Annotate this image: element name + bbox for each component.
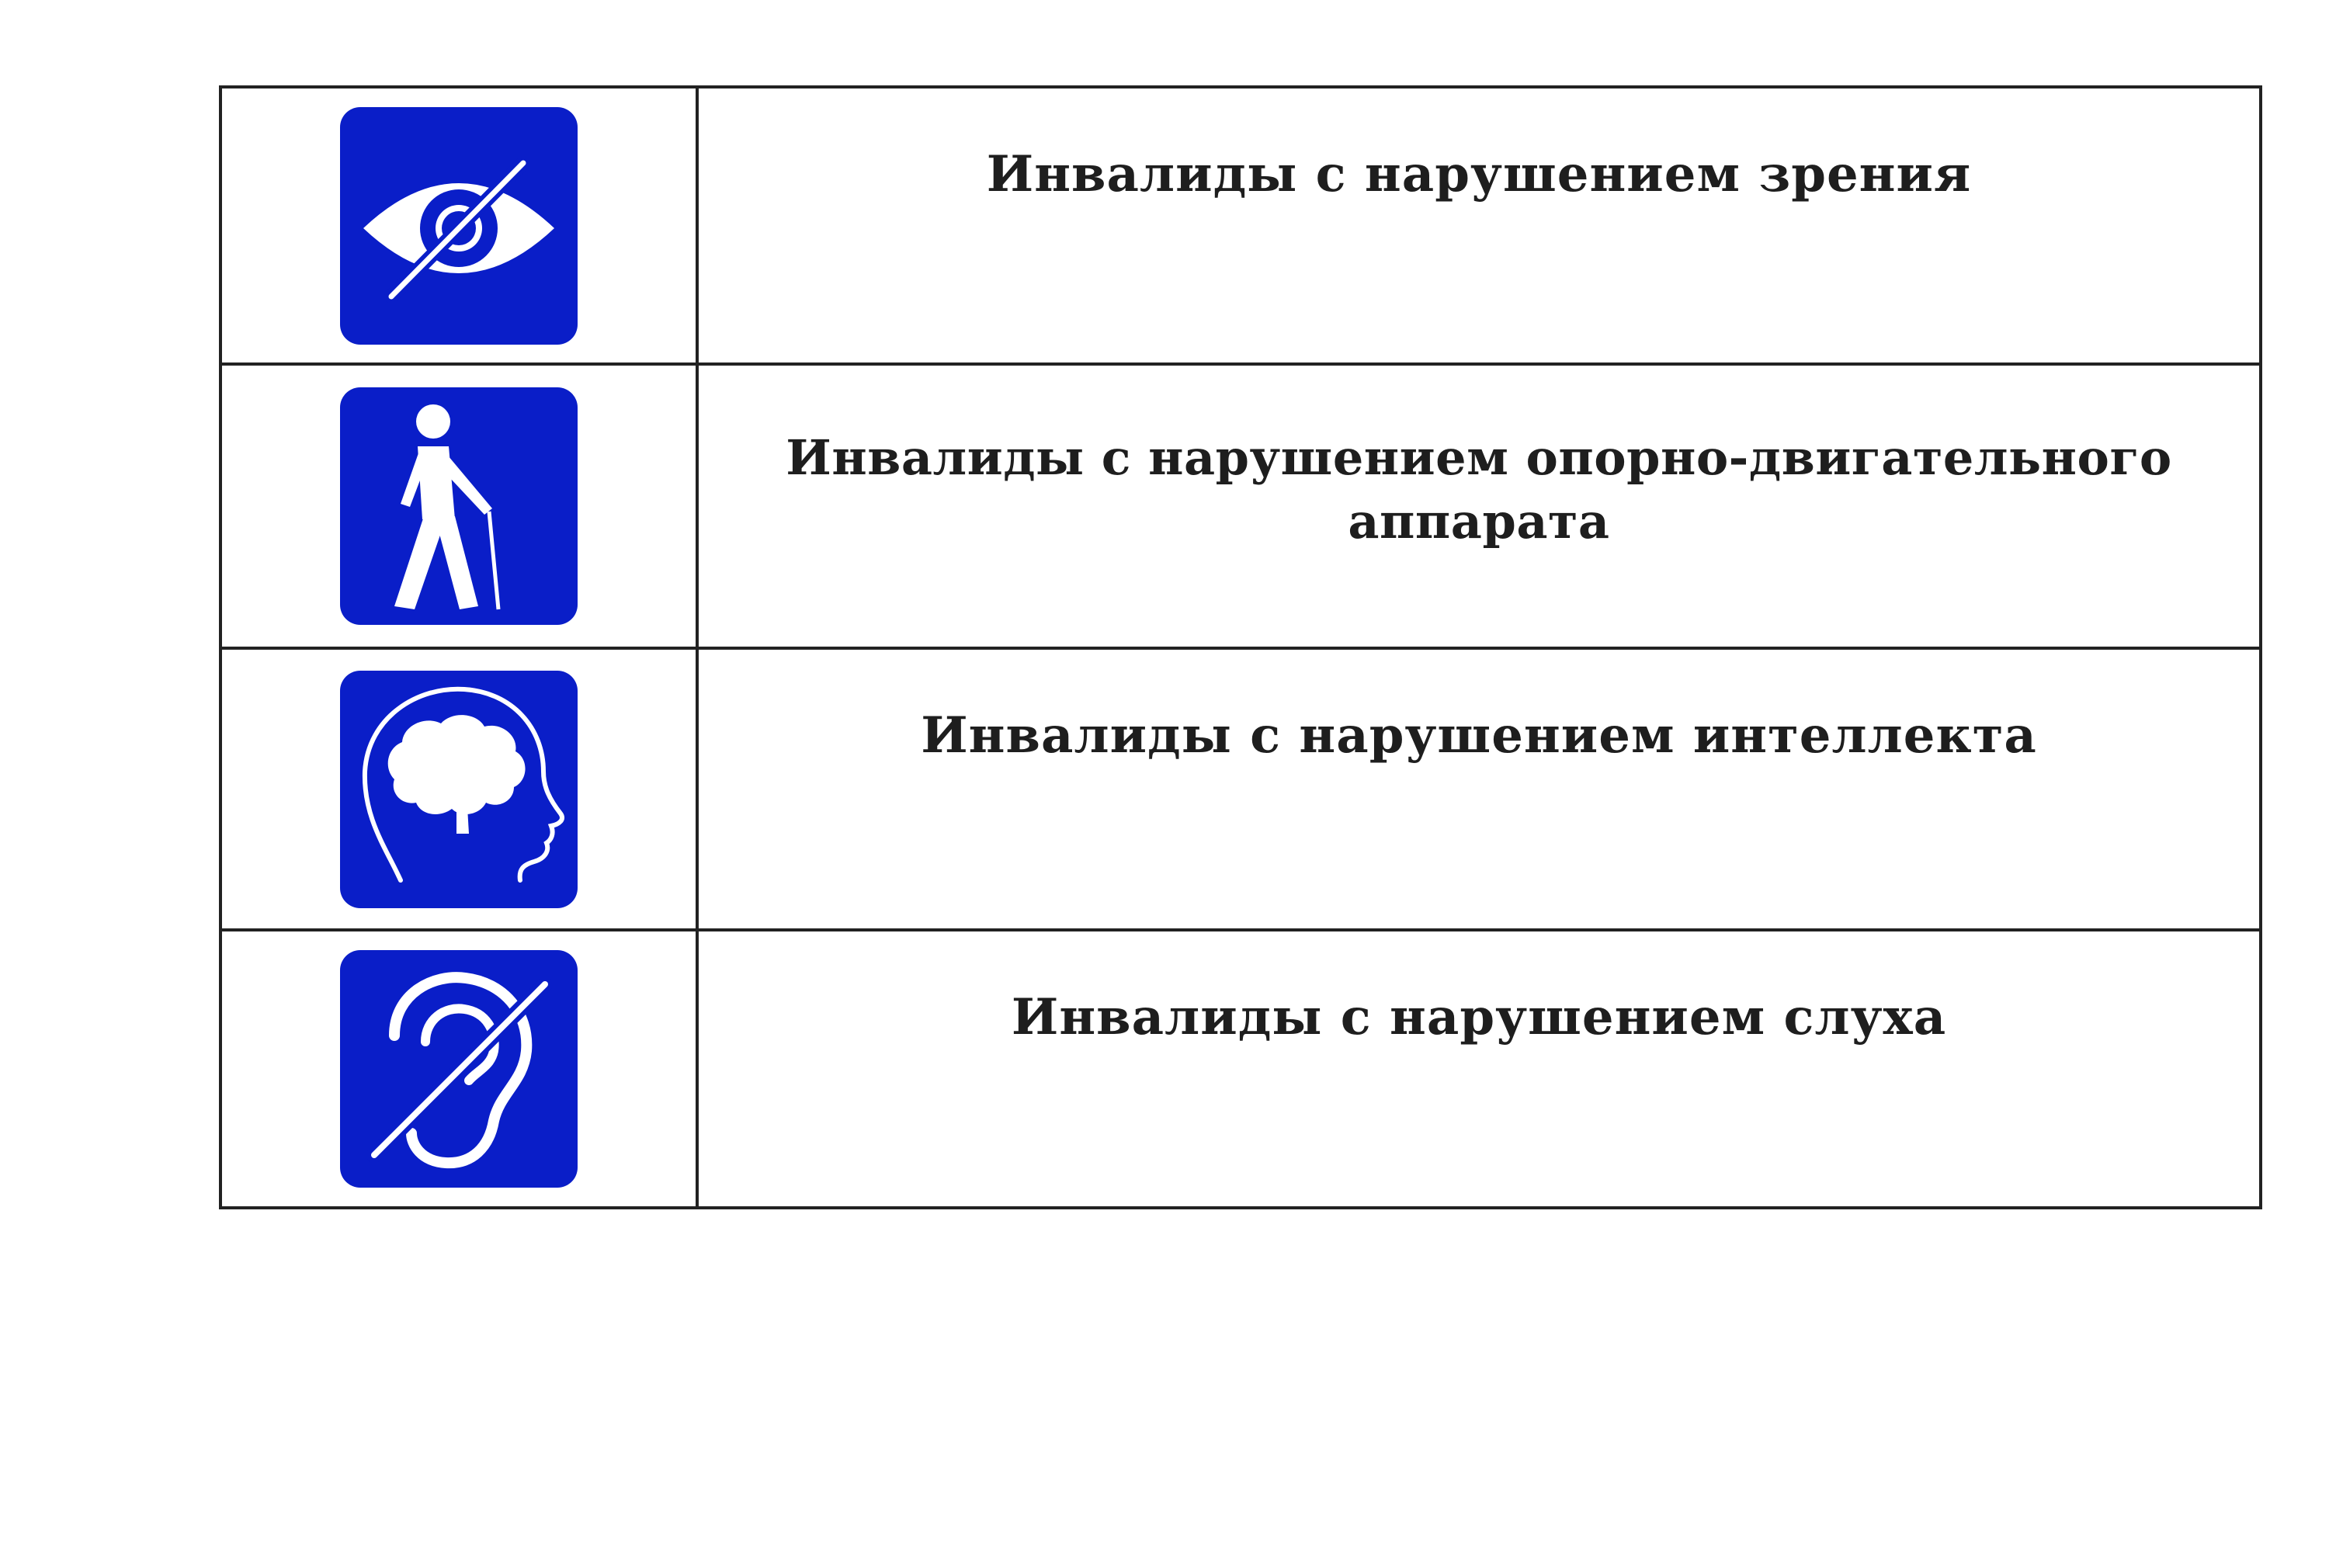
label-cell [699,88,2259,363]
label-cell [699,366,2259,647]
table-row [222,931,2259,1209]
icon-cell [222,88,699,363]
icon-cell [222,931,699,1206]
crossed-eye-icon [340,107,578,345]
icon-cell [222,650,699,928]
disability-categories-table [219,85,2262,1209]
category-label-mobility-line-2: аппарата [1348,493,1610,550]
category-label-vision: Инвалиды с нарушением зрения [986,145,1972,203]
table-row [222,650,2259,931]
icon-cell [222,366,699,647]
category-label-intellect: Инвалиды с нарушением интеллекта [921,706,2037,765]
category-label-hearing: Инвалиды с нарушением слуха [1011,988,1947,1046]
person-with-cane-icon [340,387,578,625]
label-cell [699,650,2259,928]
label-cell [699,931,2259,1206]
table-row [222,88,2259,366]
head-with-brain-icon [340,671,578,908]
crossed-ear-icon [340,950,578,1188]
table-row [222,366,2259,650]
category-label-mobility-line-1: Инвалиды с нарушением опорно-двигательного [786,429,2172,486]
